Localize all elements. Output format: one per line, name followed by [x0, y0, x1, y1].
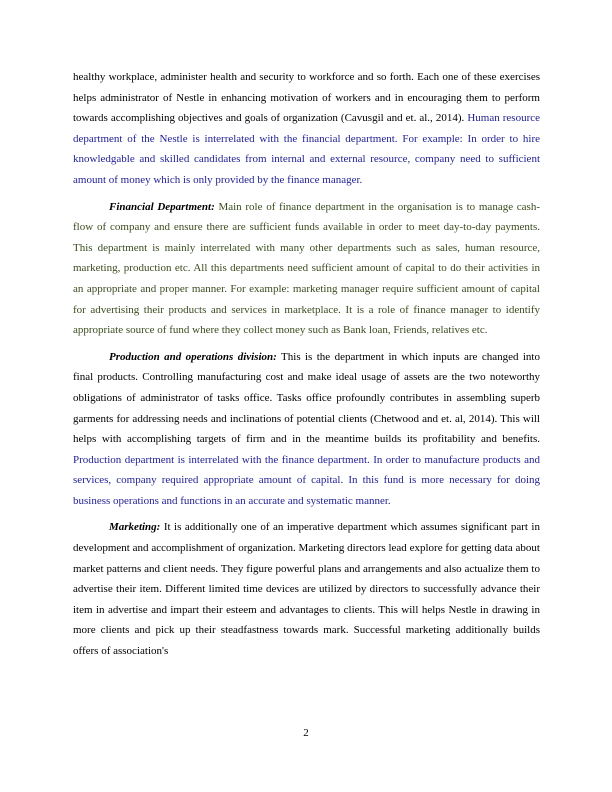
paragraph-finance: [73, 197, 540, 341]
paragraph-hr-text: healthy workplace, administer health and security to workforce and so forth. Each one of these exercises helps administrator of Nestle in enhancing motivation of workers and in encouraging them to perform towards accomplishing objectives and goals of organization (Cavusgil and et. al., 2014).: [73, 71, 540, 125]
paragraph-hr-highlight: Human resource department of the Nestle is interrelated with the financial department. For example: In order to hire knowledgable and skilled candidates from internal and external resource, company need to sufficient amount of money which is only provided by the finance manager.: [73, 112, 540, 186]
page-number: 2: [303, 727, 309, 739]
paragraph-production-highlight: Production department is interrelated with the finance department. In order to manufacture products and services, company required appropriate amount of capital. In this fund is more necessary for doing business operations and functions in an accurate and systematic manner.: [73, 453, 540, 507]
paragraph-marketing-text: It is additionally one of an imperative department which assumes significant part in development and accomplishment of organization. Marketing directors lead explore for getting data about market patterns and client needs. They figure powerful plans and arrangements and also actualize them to advertise their item. Different limited time devices are utilized by directors to successfully advance their item in advertise and impart their esteem and advantages to clients. This will helps Nestle in drawing in more clients and pick up their steadfastness towards mark. Successful marketing additionally builds offers of association's: [73, 521, 540, 658]
finance-heading: Financial Department:: [109, 200, 215, 213]
marketing-heading: Marketing:: [109, 521, 161, 534]
paragraph-marketing: [73, 517, 540, 661]
paragraph-finance-text: Main role of finance department in the organisation is to manage cash-flow of company and ensure there are sufficient funds available in order to meet day-to-day payments. This department is mainly interrelated with many other departments such as sales, human resource, marketing, production etc. All this departments need sufficient amount of capital to do their activities in an appropriate and proper manner. For example: marketing manager require sufficient amount of capital for advertising their products and services in marketplace. It is a role of finance manager to identify appropriate source of fund where they collect money such as Bank loan, Friends, relatives etc.: [73, 200, 540, 337]
paragraph-production: [73, 347, 540, 512]
production-heading: Production and operations division:: [109, 350, 277, 363]
document-body: [73, 67, 540, 668]
paragraph-production-text: This is the department in which inputs are changed into final products. Controlling manufacturing cost and make ideal usage of assets are the two noteworthy obligations of administrator of tasks office. Tasks office profoundly contributes in assembling superb garments for addressing needs and inclinations of potential clients (Chetwood and et. al, 2014). This will helps with accomplishing targets of firm and in the meantime builds its profitability and benefits.: [73, 350, 540, 446]
paragraph-hr: [73, 67, 540, 191]
